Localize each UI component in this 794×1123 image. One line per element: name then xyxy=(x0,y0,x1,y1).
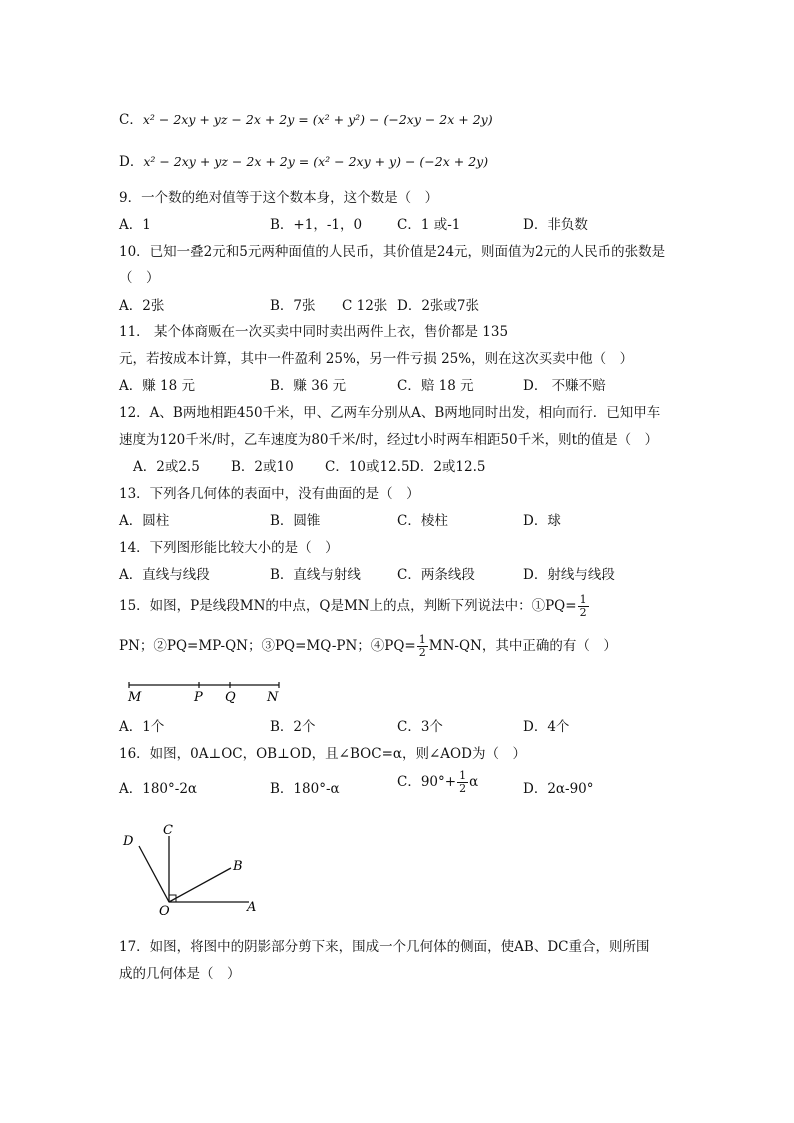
question-13: 13．下列各几何体的表面中，没有曲面的是（ ） xyxy=(119,486,420,502)
question-14-options xyxy=(119,563,719,583)
point-label-o: O xyxy=(159,904,170,918)
option-b[interactable]: B．赚 36 元 xyxy=(270,378,347,394)
point-label-d: D xyxy=(123,834,134,849)
option-c[interactable]: C．90°+ $\frac{1}{2}$ α xyxy=(397,769,479,795)
question-10-options xyxy=(119,294,719,314)
option-b[interactable]: B．+1，-1，0 xyxy=(270,217,363,233)
option-d[interactable]: D．2α-90° xyxy=(523,781,594,797)
option-label: D． xyxy=(119,154,144,170)
option-c[interactable]: C．棱柱 xyxy=(397,513,448,529)
question-11-cont: 元，若按成本计算，其中一件盈利 25%，另一件亏损 25%，则在这次买卖中他（ ） xyxy=(119,351,634,367)
question-17-cont: 成的几何体是（ ） xyxy=(119,966,241,982)
question-17: 17．如图，将图中的阴影部分剪下来，围成一个几何体的侧面，使AB、DC重合，则所围 xyxy=(119,939,650,955)
option-a[interactable]: A．赚 18 元 xyxy=(119,378,196,394)
option-a[interactable]: A．1 xyxy=(119,217,151,233)
question-16-options xyxy=(119,769,719,802)
option-a[interactable]: A．1个 xyxy=(119,719,165,735)
option-c[interactable]: C 12张 xyxy=(342,298,388,314)
option-c[interactable]: C．10或12.5 xyxy=(325,459,410,475)
question-text: PN；②PQ=MP-QN；③PQ=MQ-PN；④PQ= xyxy=(119,638,416,654)
question-9: 9．一个数的绝对值等于这个数本身，这个数是（ ） xyxy=(119,190,439,206)
option-c[interactable]: C．1 或-1 xyxy=(397,217,461,233)
point-label-a: A xyxy=(247,900,257,915)
option-d[interactable]: D．2张或7张 xyxy=(397,298,480,314)
fraction: $\frac{1}{2}$ xyxy=(418,633,426,659)
fraction: $\frac{1}{2}$ xyxy=(579,593,587,619)
question-15-cont xyxy=(119,634,617,659)
question-15 xyxy=(119,594,590,619)
option-d[interactable]: D．非负数 xyxy=(523,217,588,233)
option-d[interactable]: D．4个 xyxy=(523,719,570,735)
q8-option-c xyxy=(119,108,493,128)
point-label-b: B xyxy=(233,859,243,874)
fraction: $\frac{1}{2}$ xyxy=(459,769,467,795)
option-a[interactable]: A．2或2.5 xyxy=(133,459,200,475)
option-a[interactable]: A．180°-2α xyxy=(119,781,198,797)
option-expression: x² − 2xy + yz − 2x + 2y = (x² + y²) − (−2xy − 2x + 2y) xyxy=(142,112,493,127)
option-label: C． xyxy=(119,112,143,128)
option-a[interactable]: A．2张 xyxy=(119,298,165,314)
question-14: 14．下列图形能比较大小的是（ ） xyxy=(119,540,339,556)
option-d[interactable]: D． 不赚不赔 xyxy=(523,378,606,394)
option-d[interactable]: D．射线与线段 xyxy=(523,567,615,583)
point-label-n: N xyxy=(267,690,279,705)
option-b[interactable]: B．圆锥 xyxy=(270,513,321,529)
option-a[interactable]: A．圆柱 xyxy=(119,513,170,529)
q8-option-d xyxy=(119,150,488,170)
question-11: 11． 某个体商贩在一次买卖中同时卖出两件上衣，售价都是 135 xyxy=(119,324,509,340)
question-text: 15．如图，P是线段MN的中点，Q是MN上的点，判断下列说法中：①PQ= xyxy=(119,598,577,614)
question-text: MN-QN，其中正确的有（ ） xyxy=(428,638,617,654)
question-12-options xyxy=(133,455,733,475)
option-b[interactable]: B．2个 xyxy=(270,719,316,735)
point-label-p: P xyxy=(194,690,203,705)
point-label-q: Q xyxy=(225,690,236,705)
segment-mn-diagram xyxy=(119,676,299,706)
option-d[interactable]: D．球 xyxy=(523,513,561,529)
option-d[interactable]: D．2或12.5 xyxy=(409,459,486,475)
question-10-cont: （ ） xyxy=(119,270,160,286)
option-c[interactable]: C．赔 18 元 xyxy=(397,378,474,394)
question-13-options xyxy=(119,509,719,529)
option-b[interactable]: B．2或10 xyxy=(231,459,294,475)
question-15-options xyxy=(119,715,719,735)
option-b[interactable]: B．直线与射线 xyxy=(270,567,361,583)
option-expression: x² − 2xy + yz − 2x + 2y = (x² − 2xy + y) − (−2x + 2y) xyxy=(143,154,489,169)
option-c[interactable]: C．两条线段 xyxy=(397,567,475,583)
option-b[interactable]: B．180°-α xyxy=(270,781,340,797)
question-12-cont: 速度为120千米/时，乙车速度为80千米/时，经过t小时两车相距50千米，则t的值是（ ） xyxy=(119,432,659,448)
option-c[interactable]: C．3个 xyxy=(397,719,443,735)
point-label-c: C xyxy=(163,823,173,838)
question-11-options xyxy=(119,374,719,394)
option-b[interactable]: B．7张 xyxy=(270,298,316,314)
angle-diagram xyxy=(119,818,269,918)
ray-od xyxy=(139,846,169,902)
point-label-m: M xyxy=(128,690,142,705)
question-9-options xyxy=(119,213,719,233)
option-a[interactable]: A．直线与线段 xyxy=(119,567,210,583)
question-10: 10．已知一叠2元和5元两种面值的人民币，其价值是24元，则面值为2元的人民币的张数是 xyxy=(119,244,666,260)
question-16: 16．如图，0A⊥OC，OB⊥OD，且∠BOC=α，则∠AOD为（ ） xyxy=(119,746,526,762)
ray-ob xyxy=(169,868,231,902)
question-12: 12．A、B两地相距450千米，甲、乙两车分别从A、B两地同时出发，相向而行．已知甲车 xyxy=(119,405,661,421)
